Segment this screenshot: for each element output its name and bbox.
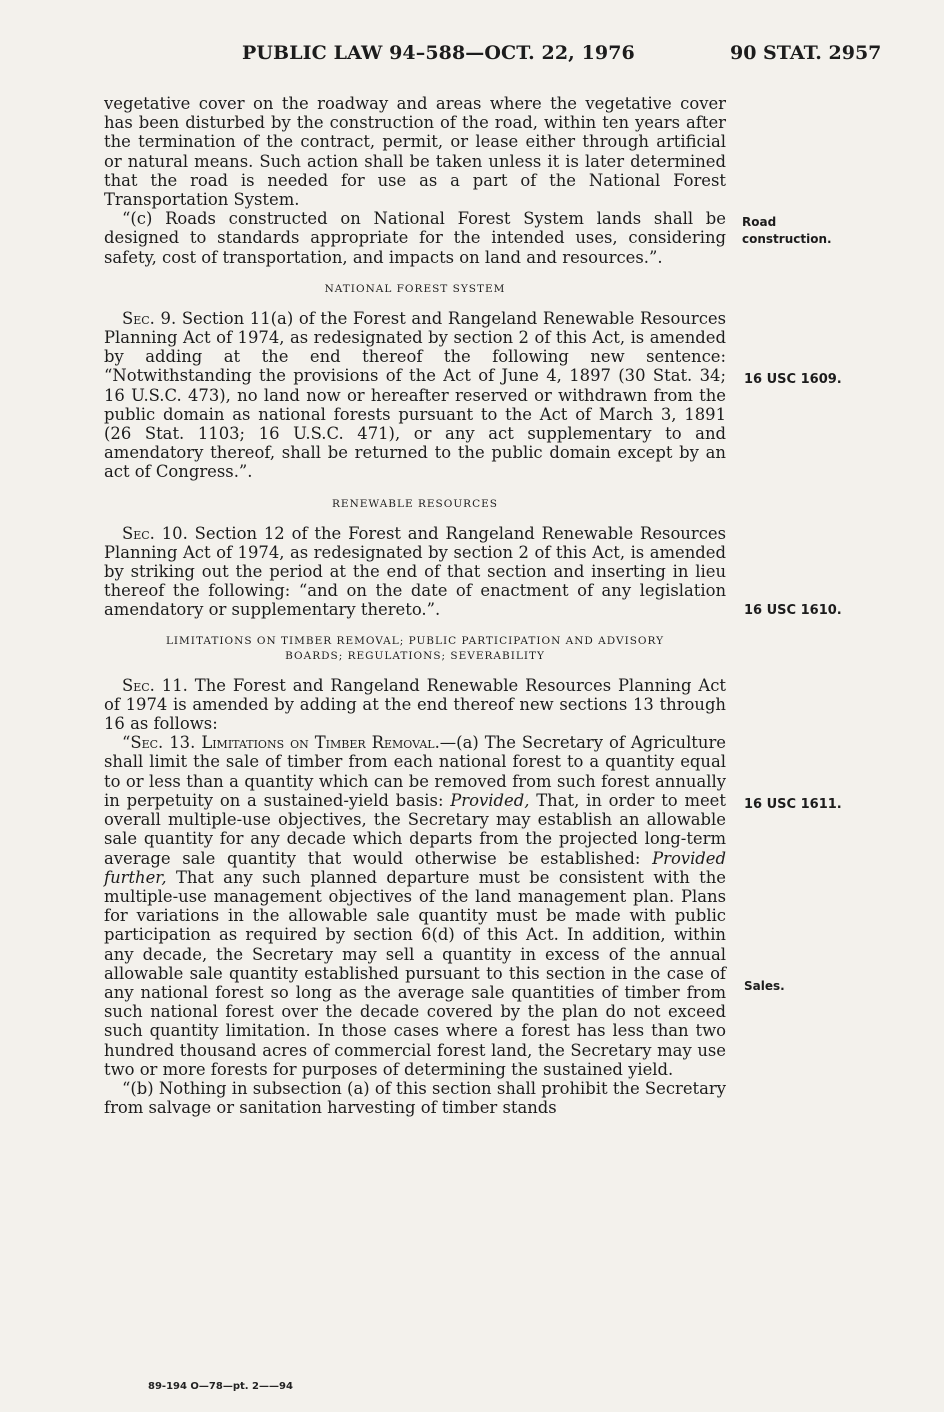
section-heading-renewable-resources: RENEWABLE RESOURCES bbox=[332, 497, 498, 510]
section-10 bbox=[104, 524, 726, 620]
section-9-text: Section 11(a) of the Forest and Rangeland Renewable Resources Planning Act of 1974, as redesignated by section 2 of this Act, is amended by adding at the end thereof the following new sentence: “Notwithstanding the provisions of the Act of June 4, 1897 (30 Stat. 34; 16 U.S.C. 473), no land now or hereafter reserved or withdrawn from the public domain as national forests pursuant to the Act of March 3, 1891 (26 Stat. 1103; 16 U.S.C. 471), or any act supplementary to and amendatory thereof, shall be returned to the public domain except by an act of Congress.”. bbox=[104, 308, 726, 482]
section-9-label: Sec. 9. bbox=[122, 308, 177, 328]
provided-further-italic: Provided further, bbox=[104, 848, 726, 887]
section-13-text-a: —(a) The Secretary of Agriculture shall limit the sale of timber from each national forest to a quantity equal to or less than a quantity which can be removed from such forest annually in perpetuity on a sustained-yield basis: bbox=[104, 733, 726, 810]
paragraph-road-construction: “(c) Roads constructed on National Forest System lands shall be designed to standards appropriate for the intended uses, considering safety, cost of transportation, and impacts on land and resources.”. bbox=[104, 209, 726, 267]
margin-note-road-construction bbox=[742, 214, 832, 248]
section-10-label: Sec. 10. bbox=[122, 523, 188, 543]
margin-note-sales: Sales. bbox=[744, 979, 785, 993]
margin-note-16-usc-1610: 16 USC 1610. bbox=[744, 603, 842, 618]
section-11-text: The Forest and Rangeland Renewable Resources Planning Act of 1974 is amended by adding at the end thereof new sections 13 through 16 as follows: bbox=[104, 675, 726, 734]
margin-note-road-line2: construction. bbox=[742, 232, 832, 246]
section-13b: “(b) Nothing in subsection (a) of this section shall prohibit the Secretary from salvage or sanitation harvesting of timber stands bbox=[104, 1078, 726, 1118]
section-heading-limitations bbox=[104, 634, 726, 664]
page-header bbox=[0, 42, 944, 72]
section-9 bbox=[104, 309, 726, 482]
statute-page-number: 90 STAT. 2957 bbox=[730, 42, 882, 64]
section-11 bbox=[104, 676, 726, 734]
body-text bbox=[104, 94, 726, 1117]
section-13a bbox=[104, 733, 726, 1079]
law-title: PUBLIC LAW 94–588—OCT. 22, 1976 bbox=[242, 42, 635, 64]
heading-line-1: LIMITATIONS ON TIMBER REMOVAL; PUBLIC PARTICIPATION AND ADVISORY bbox=[165, 634, 665, 647]
footer-print-code: 89-194 O—78—pt. 2——94 bbox=[148, 1381, 293, 1392]
section-heading-national-forest-system: NATIONAL FOREST SYSTEM bbox=[324, 282, 506, 295]
provided-italic: Provided, bbox=[450, 790, 530, 810]
section-13-label: “Sec. 13. bbox=[122, 733, 196, 753]
section-11-label: Sec. 11. bbox=[122, 675, 188, 695]
heading-line-2: BOARDS; REGULATIONS; SEVERABILITY bbox=[285, 649, 545, 662]
margin-note-16-usc-1611: 16 USC 1611. bbox=[744, 797, 842, 812]
paragraph-continuation: vegetative cover on the roadway and areas where the vegetative cover has been disturbed by the construction of the road, within ten years after the termination of the contract, permit, or lease either through artificial or natural means. Such action shall be taken unless it is later determined that the road is needed for use as a part of the National Forest Transportation System. bbox=[104, 94, 726, 210]
section-13-text-c: That any such planned departure must be consistent with the multiple-use management objectives of the land management plan. Plans for variations in the allowable sale quantity must be made with public participation as required by section 6(d) of this Act. In addition, within any decade, the Secretary may sell a quantity in excess of the annual allowable sale quantity established pursuant to this section in the case of any national forest so long as the average sale quantities of timber from such national forest over the decade covered by the plan do not exceed such quantity limitation. In those cases where a forest has less than two hundred thousand acres of commercial forest land, the Secretary may use two or more forests for purposes of determining the sustained yield. bbox=[104, 867, 726, 1079]
section-13-title: Limitations on Timber Removal. bbox=[201, 733, 440, 753]
section-10-text: Section 12 of the Forest and Rangeland Renewable Resources Planning Act of 1974, as redesignated by section 2 of this Act, is amended by striking out the period at the end of that section and inserting in lieu thereof the following: “and on the date of enactment of any legislation amendatory or supplementary thereto.”. bbox=[104, 523, 726, 620]
section-13-text-b: That, in order to meet overall multiple-use objectives, the Secretary may establish an allowable sale quantity for any decade which departs from the projected long-term average sale quantity that would otherwise be established: bbox=[104, 790, 726, 868]
margin-note-road-line1: Road bbox=[742, 215, 777, 229]
margin-note-16-usc-1609: 16 USC 1609. bbox=[744, 372, 842, 387]
